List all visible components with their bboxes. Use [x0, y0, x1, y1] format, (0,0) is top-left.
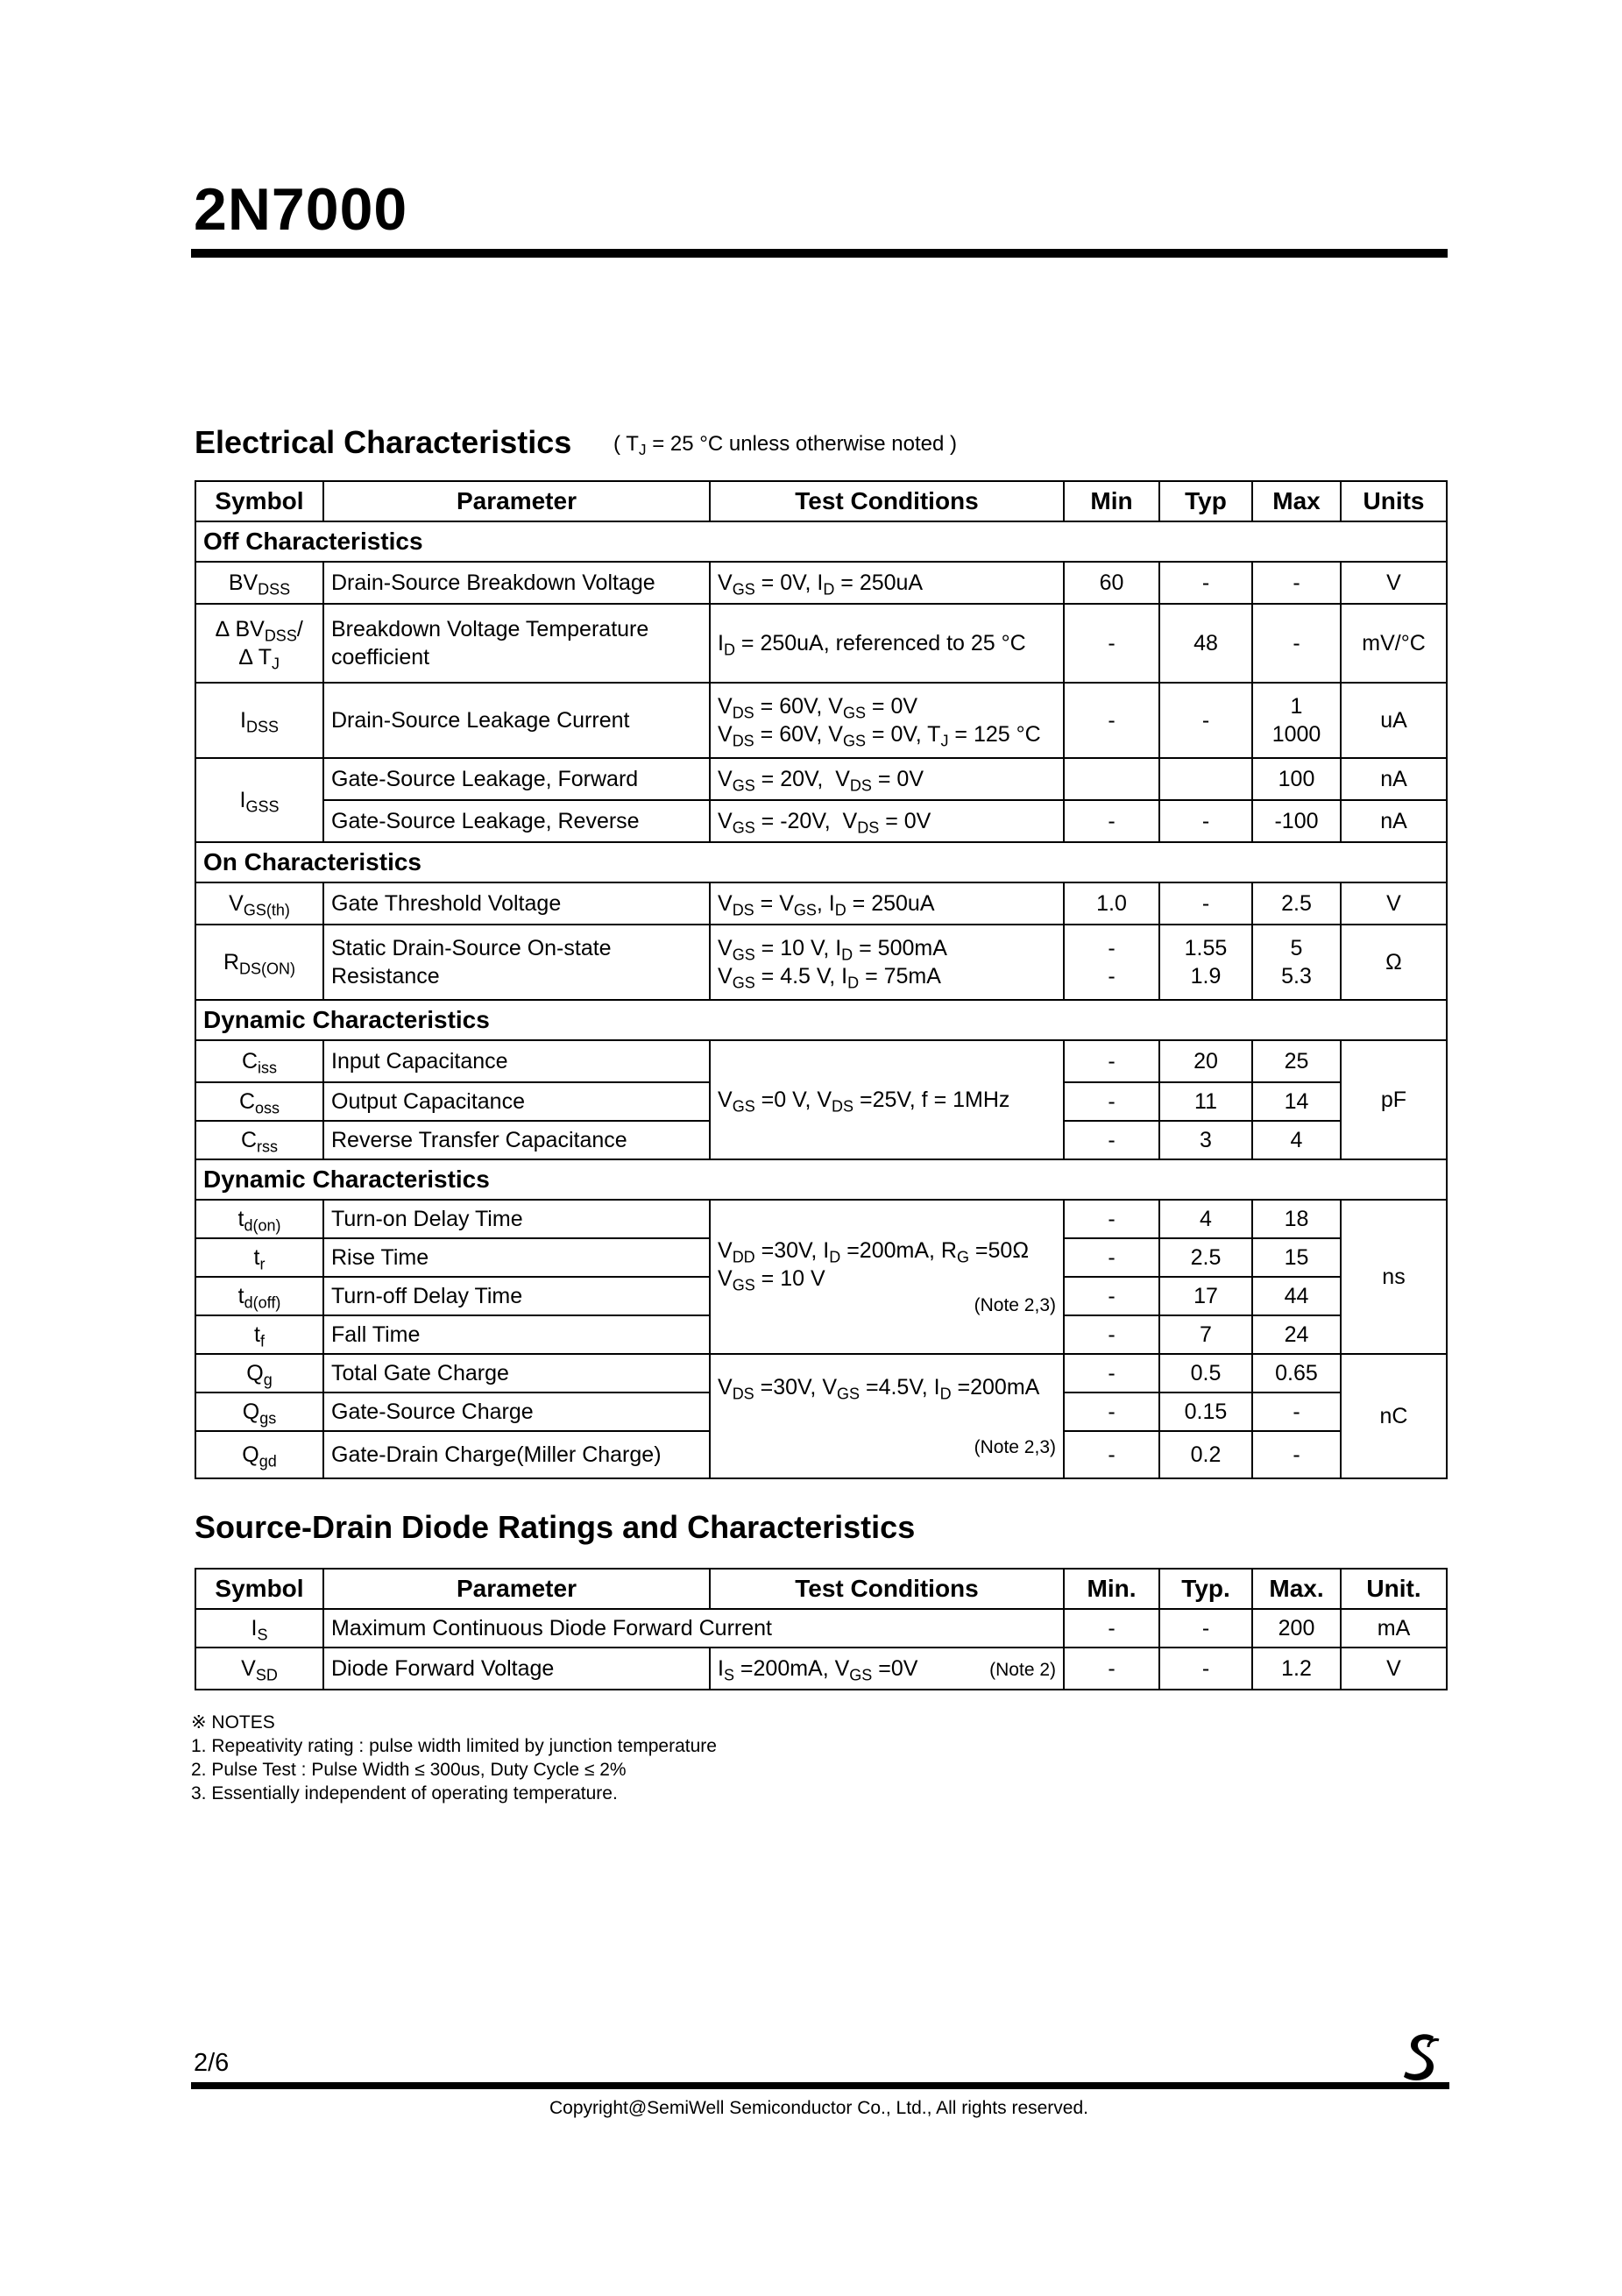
typ-cell: 0.5	[1159, 1354, 1252, 1392]
parameter-cell: Output Capacitance	[323, 1082, 710, 1121]
unit-cell: V	[1341, 562, 1447, 604]
unit-cell: nA	[1341, 800, 1447, 842]
header-typ: Typ.	[1159, 1569, 1252, 1609]
min-cell: -	[1064, 604, 1159, 683]
min-cell: - -	[1064, 925, 1159, 1000]
unit-cell: mA	[1341, 1609, 1447, 1648]
symbol-tdoff: $t_{d(off)}$	[195, 1277, 323, 1315]
typ-cell: 0.15	[1159, 1392, 1252, 1431]
footer-rule	[191, 2082, 1449, 2089]
header-min: Min.	[1064, 1569, 1159, 1609]
header-test-conditions: Test Conditions	[710, 481, 1064, 521]
test-condition-cell: $V_{DS} = 60V$, $V_{GS} = 0V$ $V_{DS} = 60V$, $V_{GS} = 0V$, $T_J = 125$ °C	[710, 683, 1064, 758]
unit-cell: Ω	[1341, 925, 1447, 1000]
header-units: Units	[1341, 481, 1447, 521]
table-header-row	[195, 1569, 1447, 1609]
max-cell: 4	[1252, 1121, 1341, 1159]
min-cell: -	[1064, 1392, 1159, 1431]
section-dynamic-characteristics-2: Dynamic Characteristics	[195, 1159, 1447, 1200]
symbol-qgs: $Q_{gs}$	[195, 1392, 323, 1431]
test-condition-cell: $I_S =200mA$, $V_{GS} =0V$ (Note 2)	[710, 1648, 1064, 1690]
max-cell: -	[1252, 604, 1341, 683]
header-min: Min	[1064, 481, 1159, 521]
table-row	[195, 683, 1447, 758]
test-condition-cell: $V_{GS} = 20V$, $V_{DS} = 0V$	[710, 758, 1064, 800]
typ-cell: -	[1159, 683, 1252, 758]
max-cell: 44	[1252, 1277, 1341, 1315]
parameter-cell: Fall Time	[323, 1315, 710, 1354]
parameter-cell: Gate-Source Leakage, Reverse	[323, 800, 710, 842]
parameter-cell: Gate-Source Leakage, Forward	[323, 758, 710, 800]
parameter-cell: Static Drain-Source On-state Resistance	[323, 925, 710, 1000]
symbol-igss: $I_{GSS}$	[195, 758, 323, 842]
test-condition-cell: $I_D = 250uA$, referenced to 25 °C	[710, 604, 1064, 683]
header-typ: Typ	[1159, 481, 1252, 521]
section-dynamic-characteristics: Dynamic Characteristics	[195, 1000, 1447, 1040]
symbol-bvdss: $BV_{DSS}$	[195, 562, 323, 604]
parameter-cell: Turn-on Delay Time	[323, 1200, 710, 1238]
table-row	[195, 604, 1447, 683]
typ-cell: 1.55 1.9	[1159, 925, 1252, 1000]
table-row	[195, 800, 1447, 842]
typ-cell: 2.5	[1159, 1238, 1252, 1277]
parameter-cell: Input Capacitance	[323, 1040, 710, 1082]
typ-cell: 48	[1159, 604, 1252, 683]
table-row	[195, 1354, 1447, 1392]
typ-cell: -	[1159, 1609, 1252, 1648]
section-off-characteristics: Off Characteristics	[195, 521, 1447, 562]
max-cell: 1 1000	[1252, 683, 1341, 758]
header-unit: Unit.	[1341, 1569, 1447, 1609]
electrical-characteristics-table	[195, 480, 1448, 1479]
min-cell: -	[1064, 1040, 1159, 1082]
table-row	[195, 758, 1447, 800]
min-cell: -	[1064, 683, 1159, 758]
page-number: 2/6	[194, 2049, 230, 2077]
test-condition-cell: $V_{DS} =30V$, $V_{GS} =4.5V$, $I_D =200mA$ (Note 2,3)	[710, 1354, 1064, 1478]
typ-cell: 11	[1159, 1082, 1252, 1121]
table-row	[195, 1200, 1447, 1238]
unit-cell: nC	[1341, 1354, 1447, 1478]
unit-cell: mV/°C	[1341, 604, 1447, 683]
min-cell: -	[1064, 1315, 1159, 1354]
min-cell: -	[1064, 1200, 1159, 1238]
max-cell: -100	[1252, 800, 1341, 842]
header-max: Max.	[1252, 1569, 1341, 1609]
note-item: 3. Essentially independent of operating temperature.	[191, 1783, 618, 1803]
typ-cell	[1159, 758, 1252, 800]
symbol-qg: $Q_g$	[195, 1354, 323, 1392]
max-cell: -	[1252, 1392, 1341, 1431]
typ-cell: 20	[1159, 1040, 1252, 1082]
unit-cell: pF	[1341, 1040, 1447, 1159]
table-row	[195, 882, 1447, 925]
symbol-delta-bvdss: ∆ $BV_{DSS}/$ ∆ $T_J$	[195, 604, 323, 683]
unit-cell: nA	[1341, 758, 1447, 800]
parameter-cell: Breakdown Voltage Temperature coefficient	[323, 604, 710, 683]
notes-block	[191, 1711, 717, 1805]
typ-cell: 17	[1159, 1277, 1252, 1315]
table-row	[195, 925, 1447, 1000]
parameter-cell: Gate-Source Charge	[323, 1392, 710, 1431]
max-cell: -	[1252, 1431, 1341, 1478]
symbol-tr: $t_r$	[195, 1238, 323, 1277]
header-symbol: Symbol	[195, 1569, 323, 1609]
max-cell: 18	[1252, 1200, 1341, 1238]
max-cell: -	[1252, 562, 1341, 604]
parameter-cell: Gate-Drain Charge(Miller Charge)	[323, 1431, 710, 1478]
min-cell: -	[1064, 1121, 1159, 1159]
parameter-cell: Total Gate Charge	[323, 1354, 710, 1392]
max-cell: 1.2	[1252, 1648, 1341, 1690]
symbol-vsd: $V_{SD}$	[195, 1648, 323, 1690]
typ-cell: 7	[1159, 1315, 1252, 1354]
test-condition-cell: $V_{GS} =0$ V, $V_{DS} =25V$, f = 1MHz	[710, 1040, 1064, 1159]
header-parameter: Parameter	[323, 481, 710, 521]
table-row	[195, 1609, 1447, 1648]
header-test-conditions: Test Conditions	[710, 1569, 1064, 1609]
test-condition-cell: $V_{GS} = 0V$, $I_D = 250uA$	[710, 562, 1064, 604]
parameter-cell: Gate Threshold Voltage	[323, 882, 710, 925]
symbol-idss: $I_{DSS}$	[195, 683, 323, 758]
table-row	[195, 1040, 1447, 1082]
typ-cell: 4	[1159, 1200, 1252, 1238]
symbol-vgsth: $V_{GS(th)}$	[195, 882, 323, 925]
min-cell: -	[1064, 1277, 1159, 1315]
typ-cell: -	[1159, 882, 1252, 925]
test-condition-cell: $V_{GS} = -20V$, $V_{DS} = 0V$	[710, 800, 1064, 842]
min-cell: -	[1064, 1609, 1159, 1648]
test-condition-cell: $V_{DS} = V_{GS}$, $I_D = 250uA$	[710, 882, 1064, 925]
min-cell: 60	[1064, 562, 1159, 604]
table-row	[195, 562, 1447, 604]
typ-cell: 0.2	[1159, 1431, 1252, 1478]
symbol-ciss: $C_{iss}$	[195, 1040, 323, 1082]
table-header-row	[195, 481, 1447, 521]
typ-cell: -	[1159, 800, 1252, 842]
min-cell: 1.0	[1064, 882, 1159, 925]
symbol-coss: $C_{oss}$	[195, 1082, 323, 1121]
typ-cell: -	[1159, 562, 1252, 604]
header-rule	[191, 249, 1448, 258]
copyright-text: Copyright@SemiWell Semiconductor Co., Ltd., All rights reserved.	[549, 2098, 1088, 2118]
symbol-tf: $t_f$	[195, 1315, 323, 1354]
parameter-cell: Drain-Source Leakage Current	[323, 683, 710, 758]
max-cell: 2.5	[1252, 882, 1341, 925]
min-cell: -	[1064, 1082, 1159, 1121]
max-cell: 14	[1252, 1082, 1341, 1121]
source-drain-table	[195, 1568, 1448, 1690]
parameter-cell: Reverse Transfer Capacitance	[323, 1121, 710, 1159]
min-cell: -	[1064, 1648, 1159, 1690]
electrical-characteristics-title: Electrical Characteristics	[195, 424, 572, 460]
note-item: 1. Repeativity rating : pulse width limited by junction temperature	[191, 1736, 717, 1756]
unit-cell: ns	[1341, 1200, 1447, 1354]
semiwell-logo-icon	[1399, 2031, 1442, 2082]
source-drain-title: Source-Drain Diode Ratings and Characteristics	[195, 1509, 916, 1545]
unit-cell: V	[1341, 882, 1447, 925]
symbol-is: $I_S$	[195, 1609, 323, 1648]
min-cell	[1064, 758, 1159, 800]
section-on-characteristics: On Characteristics	[195, 842, 1447, 882]
test-condition-cell: $V_{GS} = 10$ V, $I_D = 500mA$ $V_{GS} = 4.5$ V, $I_D = 75mA$	[710, 925, 1064, 1000]
document-title: 2N7000	[194, 176, 408, 243]
typ-cell: -	[1159, 1648, 1252, 1690]
min-cell: -	[1064, 1354, 1159, 1392]
temperature-note: ( $T_J = 25$ °C unless otherwise noted )	[613, 432, 957, 459]
header-parameter: Parameter	[323, 1569, 710, 1609]
unit-cell: V	[1341, 1648, 1447, 1690]
symbol-rdson: $R_{DS(ON)}$	[195, 925, 323, 1000]
min-cell: -	[1064, 1431, 1159, 1478]
typ-cell: 3	[1159, 1121, 1252, 1159]
header-max: Max	[1252, 481, 1341, 521]
header-symbol: Symbol	[195, 481, 323, 521]
max-cell: 0.65	[1252, 1354, 1341, 1392]
symbol-tdon: $t_{d(on)}$	[195, 1200, 323, 1238]
note-item: 2. Pulse Test : Pulse Width ≤ 300us, Duty Cycle ≤ 2%	[191, 1760, 627, 1780]
table-row	[195, 1648, 1447, 1690]
max-cell: 200	[1252, 1609, 1341, 1648]
max-cell: 25	[1252, 1040, 1341, 1082]
notes-heading: ※ NOTES	[191, 1712, 275, 1733]
symbol-qgd: $Q_{gd}$	[195, 1431, 323, 1478]
parameter-cell: Diode Forward Voltage	[323, 1648, 710, 1690]
min-cell: -	[1064, 800, 1159, 842]
max-cell: 5 5.3	[1252, 925, 1341, 1000]
parameter-cell: Rise Time	[323, 1238, 710, 1277]
parameter-cell: Maximum Continuous Diode Forward Current	[323, 1609, 1064, 1648]
max-cell: 24	[1252, 1315, 1341, 1354]
max-cell: 100	[1252, 758, 1341, 800]
parameter-cell: Turn-off Delay Time	[323, 1277, 710, 1315]
max-cell: 15	[1252, 1238, 1341, 1277]
test-condition-cell: $V_{DD} =30V$, $I_D =200mA$, $R_G =50\Omega$ $V_{GS} = 10$ V (Note 2,3)	[710, 1200, 1064, 1354]
parameter-cell: Drain-Source Breakdown Voltage	[323, 562, 710, 604]
unit-cell: uA	[1341, 683, 1447, 758]
symbol-crss: $C_{rss}$	[195, 1121, 323, 1159]
min-cell: -	[1064, 1238, 1159, 1277]
